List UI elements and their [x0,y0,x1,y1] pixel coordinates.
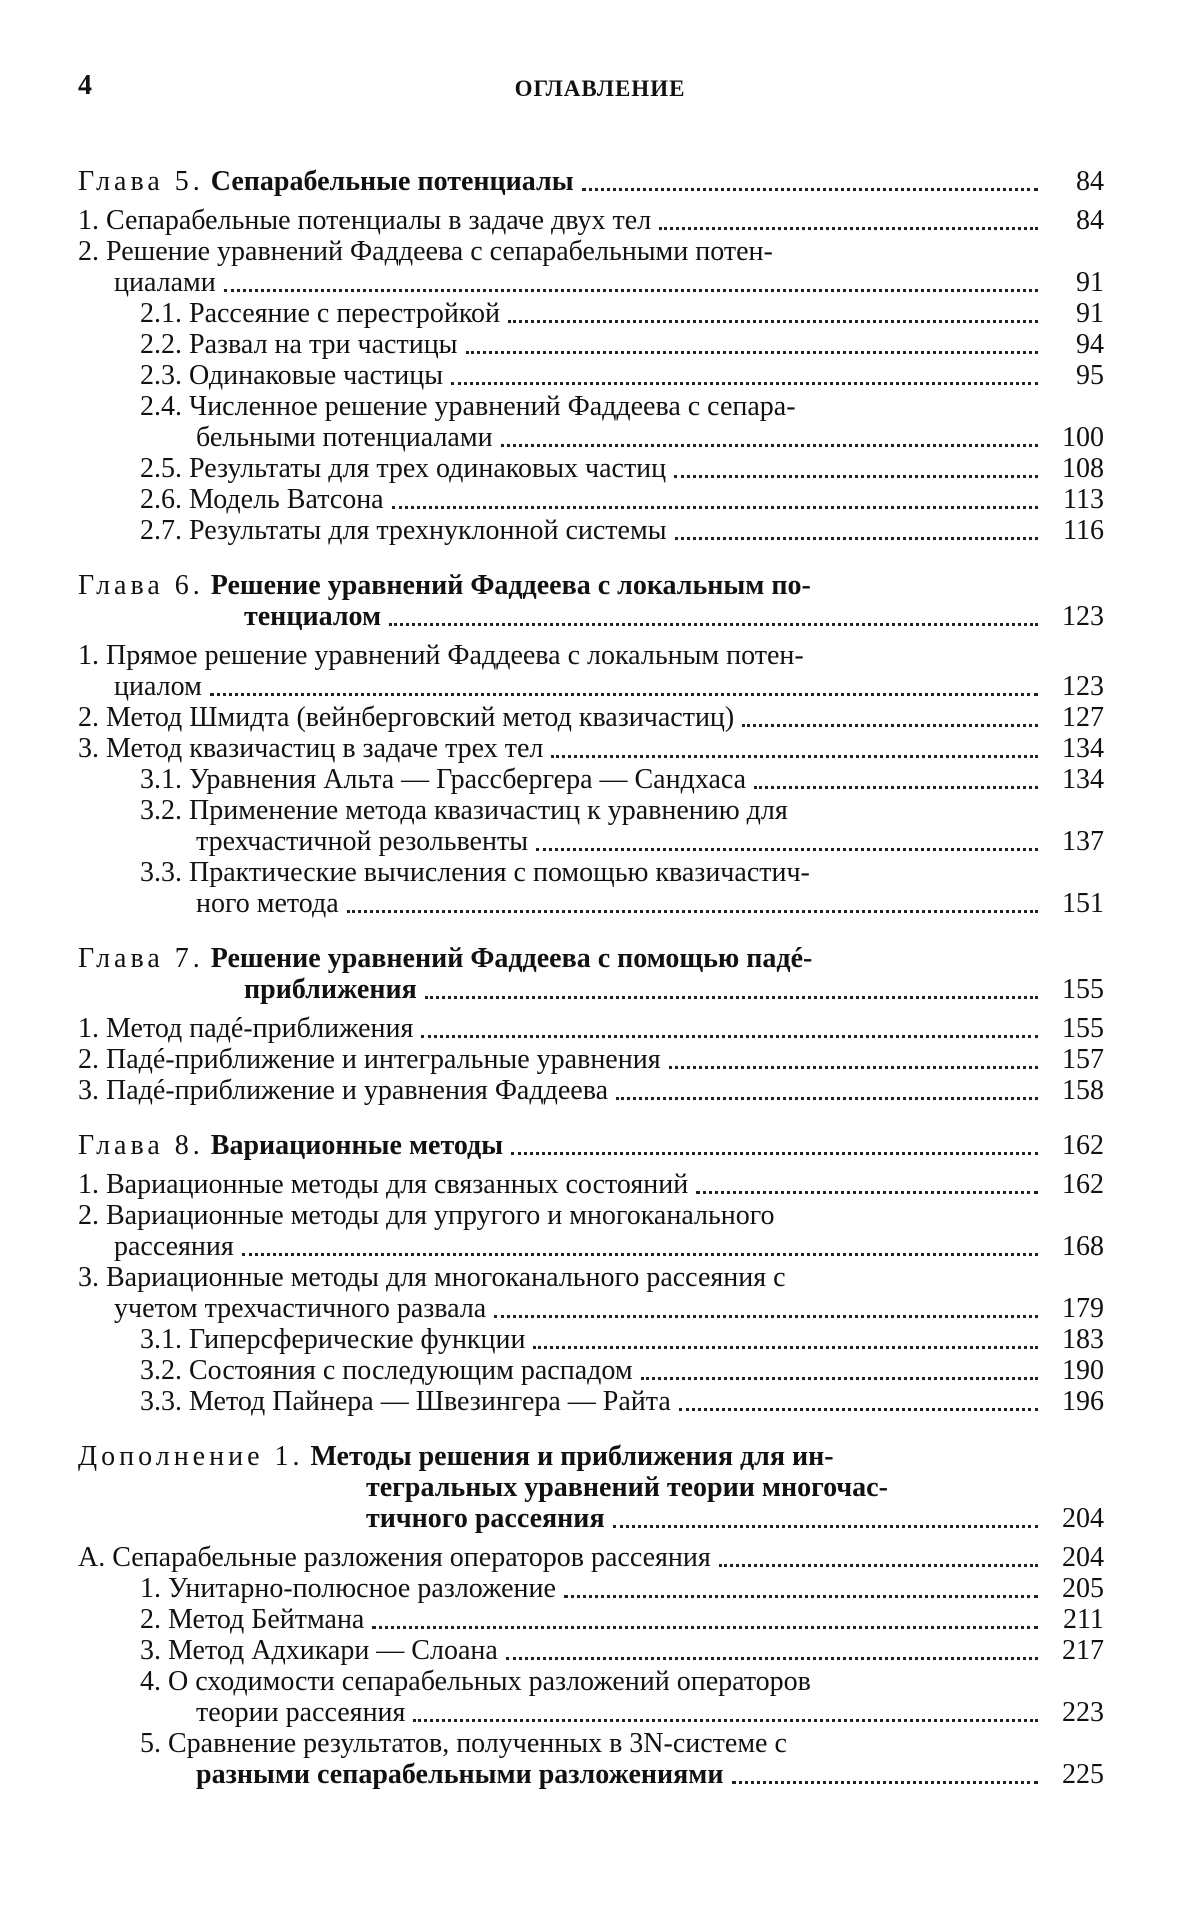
toc-entry-title: 3. Метод Адхикари — Слоана [140,1635,498,1666]
toc-entry-title: 2.3. Одинаковые частицы [140,360,444,391]
dot-leader [659,227,1038,230]
dot-leader [210,693,1038,696]
toc-entry [78,1324,1104,1355]
dot-leader [494,1315,1038,1318]
dot-leader [421,1035,1038,1038]
toc-entry [78,391,1104,453]
toc-page-number: 134 [1062,764,1104,795]
dot-leader [389,623,1038,626]
toc-entry-title: 3. Падé-приближение и уравнения Фаддеева [78,1075,608,1106]
toc-entry [78,764,1104,795]
toc-entry-title: 2. Метод Бейтмана [140,1604,365,1635]
toc-entry-title: циалами [114,267,216,298]
toc-entry-title: 3.3. Метод Пайнера — Швезингера — Райта [140,1386,671,1417]
toc-entry [78,1200,1104,1262]
toc-page-number: 127 [1062,702,1104,733]
toc-chapter-title: приближения [244,974,417,1005]
toc-entry [78,236,1104,298]
toc-entry [78,857,1104,919]
toc-entry [78,1044,1104,1075]
dot-leader [564,1595,1038,1598]
table-of-contents [78,166,1104,1790]
toc-entry-title: 2.5. Результаты для трех одинаковых частиц [140,453,667,484]
toc-page-number: 162 [1062,1130,1104,1161]
dot-leader [425,996,1038,999]
toc-entry-title: А. Сепарабельные разложения операторов рассеяния [78,1542,711,1573]
toc-entry-title: 2.4. Численное решение уравнений Фаддеева с сепара- [140,391,796,422]
toc-page-number: 151 [1062,888,1104,919]
toc-page-number: 116 [1063,515,1104,546]
toc-page-number: 158 [1062,1075,1104,1106]
page-number: 4 [78,70,92,101]
toc-chapter-title: Решение уравнений Фаддеева с локальным по- [210,570,811,601]
toc-page-number: 179 [1062,1293,1104,1324]
toc-chapter-prefix: Глава 5. [78,166,204,197]
toc-entry [78,1573,1104,1604]
toc-chapter-title: Вариационные методы [210,1130,504,1161]
toc-page-number: 168 [1062,1231,1104,1262]
toc-chapter-title: Сепарабельные потенциалы [210,166,574,197]
toc-entry-title: 1. Сепарабельные потенциалы в задаче двух тел [78,205,652,236]
toc-entry-title: 2. Метод Шмидта (вейнберговский метод квазичастиц) [78,702,735,733]
toc-chapter [78,1441,1104,1534]
toc-page-number: 157 [1062,1044,1104,1075]
dot-leader [451,382,1038,385]
toc-entry [78,484,1104,515]
toc-entry-title: 3.3. Практические вычисления с помощью квазичастич- [140,857,810,888]
dot-leader [466,351,1039,354]
dot-leader [508,320,1038,323]
toc-entry-title: 2.6. Модель Ватсона [140,484,384,515]
toc-entry-title: 3.1. Гиперсферические функции [140,1324,526,1355]
toc-entry-title: ного метода [196,888,339,919]
toc-entry-title: 3.1. Уравнения Альта — Грассбергера — Сандхаса [140,764,747,795]
dot-leader [696,1191,1038,1194]
toc-entry-title: 2. Вариационные методы для упругого и многоканального [78,1200,775,1231]
dot-leader [742,724,1038,727]
dot-leader [616,1097,1038,1100]
toc-page-number: 95 [1076,360,1104,391]
dot-leader [551,755,1038,758]
dot-leader [224,289,1038,292]
toc-entry-title: 1. Метод падé-приближения [78,1013,414,1044]
toc-page-number: 205 [1062,1573,1104,1604]
toc-entry [78,453,1104,484]
toc-entry-title: 3.2. Состояния с последующим распадом [140,1355,633,1386]
dot-leader [719,1564,1038,1567]
toc-entry [78,1386,1104,1417]
dot-leader [641,1377,1038,1380]
toc-entry-title: 2.2. Развал на три частицы [140,329,458,360]
toc-chapter [78,166,1104,197]
toc-entry-title: рассеяния [114,1231,234,1262]
toc-entry-title: циалом [114,671,202,702]
toc-entry-title: разными сепарабельными разложениями [196,1759,724,1790]
toc-chapter-title: тенциалом [244,601,382,632]
dot-leader [582,188,1038,191]
toc-entry [78,1169,1104,1200]
toc-page-number: 84 [1076,166,1104,197]
toc-page-number: 137 [1062,826,1104,857]
toc-entry-title: 1. Вариационные методы для связанных состояний [78,1169,689,1200]
toc-chapter-prefix: Глава 7. [78,943,204,974]
toc-entry [78,329,1104,360]
toc-page-number: 113 [1063,484,1104,515]
toc-page-number: 225 [1062,1759,1104,1790]
toc-page-number: 190 [1062,1355,1104,1386]
toc-entry [78,1666,1104,1728]
toc-entry [78,1013,1104,1044]
toc-entry [78,1355,1104,1386]
toc-chapter-prefix: Дополнение 1. [78,1441,304,1472]
toc-entry-title: 2.7. Результаты для трехнуклонной системы [140,515,667,546]
toc-page-number: 223 [1062,1697,1104,1728]
toc-entry [78,733,1104,764]
toc-entry-title: 2. Решение уравнений Фаддеева с сепарабельными потен- [78,236,773,267]
toc-entry-title: бельными потенциалами [196,422,493,453]
toc-page-number: 204 [1062,1542,1104,1573]
toc-page-number: 211 [1063,1604,1104,1635]
toc-entry [78,702,1104,733]
toc-chapter-prefix: Глава 8. [78,1130,204,1161]
toc-page-number: 123 [1062,601,1104,632]
toc-chapter-title: тичного рассеяния [366,1503,605,1534]
toc-page-number: 84 [1076,205,1104,236]
toc-chapter [78,1130,1104,1161]
toc-entry-title: 3. Вариационные методы для многоканального рассеяния с [78,1262,786,1293]
toc-entry [78,1728,1104,1790]
toc-entry [78,1604,1104,1635]
dot-leader [675,537,1038,540]
dot-leader [392,506,1038,509]
toc-entry [78,795,1104,857]
toc-page-number: 91 [1076,298,1104,329]
toc-chapter-title: Методы решения и приближения для ин- [310,1441,834,1472]
toc-page-number: 162 [1062,1169,1104,1200]
toc-entry-title: 1. Унитарно-полюсное разложение [140,1573,556,1604]
toc-page-number: 217 [1062,1635,1104,1666]
dot-leader [536,848,1038,851]
dot-leader [674,475,1038,478]
dot-leader [679,1408,1038,1411]
running-title: ОГЛАВЛЕНИЕ [514,76,686,101]
dot-leader [732,1781,1038,1784]
dot-leader [347,910,1038,913]
toc-page-number: 94 [1076,329,1104,360]
toc-entry-title: 1. Прямое решение уравнений Фаддеева с локальным потен- [78,640,804,671]
toc-page-number: 196 [1062,1386,1104,1417]
toc-entry [78,298,1104,329]
toc-entry-title: 3. Метод квазичастиц в задаче трех тел [78,733,544,764]
toc-chapter-title: Решение уравнений Фаддеева с помощью падé- [210,943,813,974]
toc-entry [78,1542,1104,1573]
toc-page-number: 134 [1062,733,1104,764]
toc-page-number: 155 [1062,974,1104,1005]
toc-page-number: 108 [1062,453,1104,484]
dot-leader [506,1657,1038,1660]
dot-leader [754,786,1038,789]
toc-entry-title: 3.2. Применение метода квазичастиц к уравнению для [140,795,788,826]
toc-page-number: 204 [1062,1503,1104,1534]
toc-entry-title: 2.1. Рассеяние с перестройкой [140,298,501,329]
toc-page-number: 123 [1062,671,1104,702]
toc-entry-title: учетом трехчастичного развала [114,1293,487,1324]
toc-chapter-prefix: Глава 6. [78,570,204,601]
toc-entry-title: 2. Падé-приближение и интегральные уравнения [78,1044,661,1075]
toc-entry [78,360,1104,391]
dot-leader [669,1066,1038,1069]
toc-entry [78,1075,1104,1106]
toc-chapter [78,943,1104,1005]
dot-leader [613,1525,1038,1528]
dot-leader [242,1253,1038,1256]
dot-leader [511,1152,1038,1155]
toc-page-number: 155 [1062,1013,1104,1044]
toc-entry [78,1635,1104,1666]
toc-chapter [78,570,1104,632]
toc-entry-title: трехчастичной резольвенты [196,826,529,857]
toc-entry [78,515,1104,546]
toc-entry-title: теории рассеяния [196,1697,406,1728]
dot-leader [533,1346,1038,1349]
toc-page-number: 100 [1062,422,1104,453]
dot-leader [372,1626,1038,1629]
toc-entry [78,1262,1104,1324]
toc-page-number: 183 [1062,1324,1104,1355]
toc-entry [78,205,1104,236]
toc-chapter-title: тегральных уравнений теории многочас- [366,1472,888,1503]
dot-leader [501,444,1038,447]
toc-entry-title: 4. О сходимости сепарабельных разложений операторов [140,1666,811,1697]
dot-leader [413,1719,1038,1722]
toc-page-number: 91 [1076,267,1104,298]
toc-entry [78,640,1104,702]
toc-entry-title: 5. Сравнение результатов, полученных в 3N-системе с [140,1728,787,1759]
